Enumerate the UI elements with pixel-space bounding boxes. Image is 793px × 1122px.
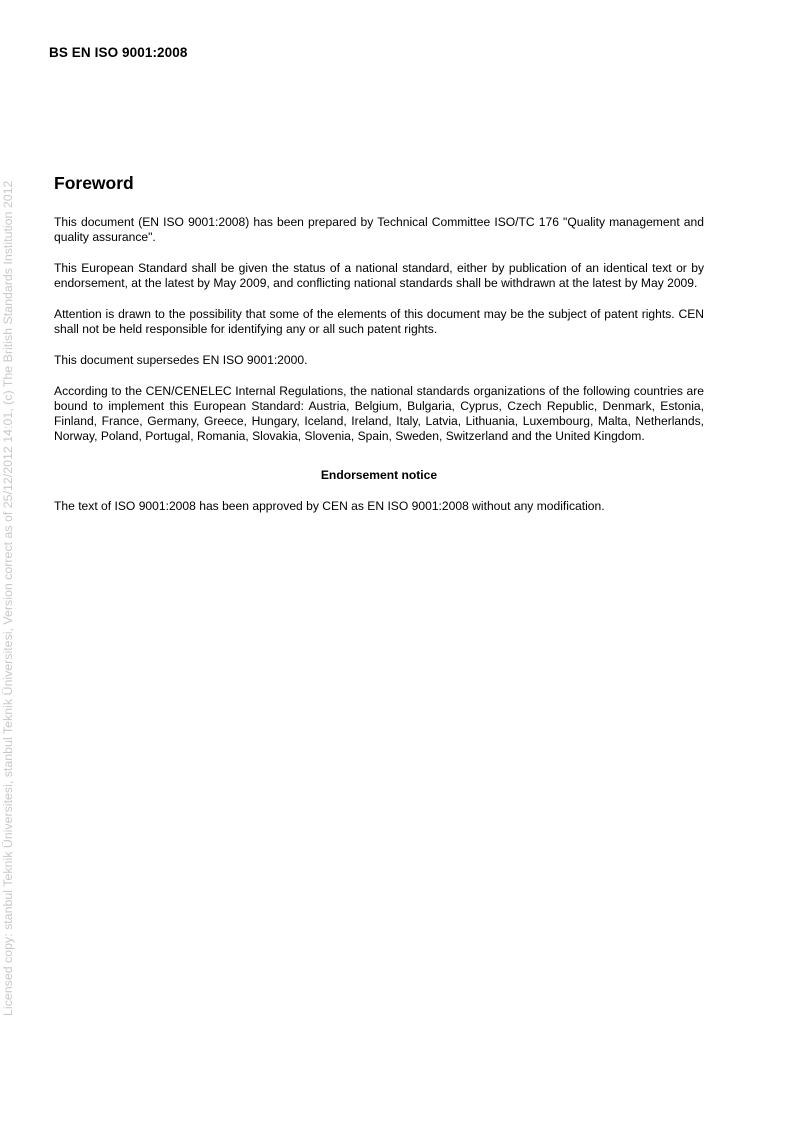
foreword-paragraph: This European Standard shall be given the status of a national standard, either by publication of an identical text or by endorsement, at the latest by May 2009, and conflicting national standards shall be withdrawn at the latest by May 2009.	[54, 261, 704, 290]
foreword-paragraph: Attention is drawn to the possibility that some of the elements of this document may be the subject of patent rights. CEN shall not be held responsible for identifying any or all such patent rights.	[54, 307, 704, 336]
foreword-paragraph: This document (EN ISO 9001:2008) has been prepared by Technical Committee ISO/TC 176 "Quality management and quality assurance".	[54, 215, 704, 244]
document-identifier: BS EN ISO 9001:2008	[49, 45, 188, 60]
endorsement-text: The text of ISO 9001:2008 has been approved by CEN as EN ISO 9001:2008 without any modification.	[54, 499, 605, 513]
foreword-paragraph: This document supersedes EN ISO 9001:2000.	[54, 353, 308, 367]
foreword-heading: Foreword	[54, 173, 134, 193]
foreword-paragraph: According to the CEN/CENELEC Internal Regulations, the national standards organizations of the following countries are bound to implement this European Standard: Austria, Belgium, Bulgaria, Cyprus, Czech Republic, Denmark, Estonia, Finland, France, Germany, Greece, Hungary, Iceland, Ireland, Italy, Latvia, Lithuania, Luxembourg, Malta, Netherlands, Norway, Poland, Portugal, Romania, Slovakia, Slovenia, Spain, Sweden, Switzerland and the United Kingdom.	[54, 384, 704, 443]
license-watermark: Licensed copy: stanbul Teknik Üniversitesi, stanbul Teknik Üniversitesi, Version correct as of 25/12/2012 14:01, (c) The British Standards Institution 2012	[1, 180, 15, 1016]
endorsement-notice-heading: Endorsement notice	[320, 468, 438, 482]
page-content	[54, 172, 704, 530]
